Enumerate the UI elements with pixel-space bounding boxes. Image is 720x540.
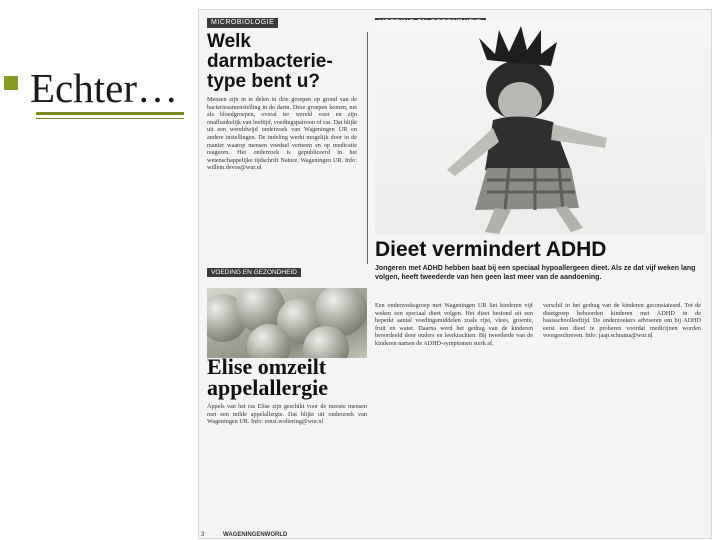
section-header-left: MICROBIOLOGIE bbox=[207, 18, 278, 28]
left-headline: Welk darmbacterie-type bent u? bbox=[207, 31, 333, 92]
bullet-square-icon bbox=[4, 76, 18, 90]
jumping-child-photo bbox=[375, 20, 705, 235]
title-underline bbox=[36, 112, 184, 115]
footer-brand: WAGENINGENWORLD bbox=[223, 532, 288, 538]
sub-section-header: VOEDING EN GEZONDHEID bbox=[207, 268, 301, 277]
slide-title: Echter… bbox=[30, 65, 178, 111]
adhd-lede: Jongeren met ADHD hebben baat bij een speciaal hypoallergeen dieet. Als ze dat vijf weken lang volgen, heeft tweederde van hen geen last meer van de aandoening. bbox=[375, 265, 696, 281]
apple-headline: Elise omzeilt appelallergie bbox=[207, 354, 328, 400]
apples-photo bbox=[207, 288, 367, 358]
adhd-headline: Dieet vermindert ADHD bbox=[375, 238, 607, 261]
newspaper-scan bbox=[199, 10, 711, 538]
page-number: 3 bbox=[201, 532, 205, 538]
left-column bbox=[207, 32, 357, 172]
adhd-body-column-1: Een onderzoeksgroep met Wageningen UR liet kinderen vijf weken een speciaal dieet volgen. Het dieet bestond uit een beperkt aantal voedingsmiddelen zoals rijst, vlees, groente, fruit en water. Daarna werd het gedrag van de kinderen beoordeeld door ouders en leerkrachten. Bij tweederde van de kinderen namen de ADHD-symptomen sterk af. bbox=[375, 302, 533, 347]
column-divider bbox=[367, 32, 368, 264]
apple-body-text: Appels van het ras Elise zijn geschikt voor de meeste mensen met een milde appelallergie. Dat blijkt uit onderzoek van Wageningen UR. Info: ernst.woltering@wur.nl bbox=[207, 403, 367, 426]
child-silhouette-illustration bbox=[375, 20, 705, 235]
left-body-text: Mensen zijn in te delen in drie groepen op grond van de bacteriesamenstelling in de darm. Deze groepen komen, net als bloedgroepen, overal ter wereld voor en zijn onafhankelijk van leeftijd, voedingspatroon of ras. Dat blijkt uit een wereldwijd onderzoek van Wageningen UR en andere instellingen. De indeling werkt mogelijk door in de manier waarop mensen voedsel verteren en op medicatie reageren. Het onderzoek is gepubliceerd in het wetenschappelijke tijdschrift Nature. Wageningen UR. Info: willem.devos@wur.nl bbox=[207, 96, 358, 172]
title-underline-thin bbox=[36, 118, 184, 119]
adhd-body-column-2: verschil in het gedrag van de kinderen geconstateerd. Tot de dieetgroep behoorden kinderen met ADHD in de basisschoolleeftijd. De onderzoekers adviseren om bij ADHD eerst een dieet te proberen voordat medicijnen worden voorgeschreven. Info: jaap.schrama@wur.nl bbox=[543, 302, 701, 340]
